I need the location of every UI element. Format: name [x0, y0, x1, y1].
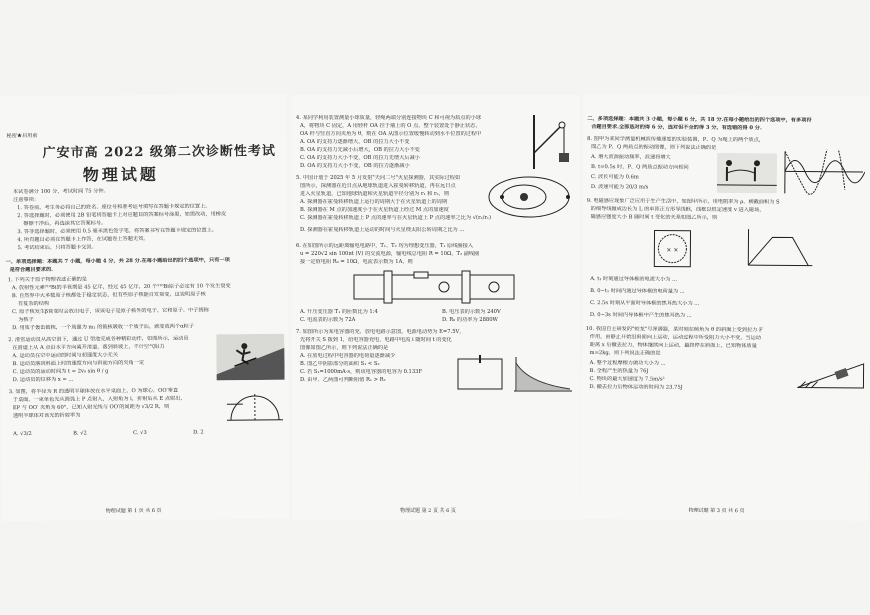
q4-option: B. OA 的支持力先减小后增大，OB 的拉力大小不变: [300, 147, 420, 153]
q9-option: A. t₁ 时刻通过导体框的电流大小为 ...: [590, 276, 678, 283]
q7-option: D. 由甲、乙两图可判断阻值 R₁ > R₂: [300, 377, 386, 383]
q6-stem-cont: 接一定值电阻 R₀ = 10Ω，电流表示数为 1A，则: [300, 259, 413, 265]
hemisphere-figure: [227, 390, 283, 424]
coil-field-figure: [644, 224, 700, 272]
page-footer: 物理试题 第 1 页 共 6 页: [105, 507, 162, 515]
q9-option: D. 0~3s 时间内导体框中产生的焦耳热为 ...: [589, 312, 692, 319]
incline-figure: [795, 357, 865, 391]
q4-option: C. OA 的支持力大小不变，OB 的拉力先增大后减小: [300, 155, 420, 161]
q2-stem: 2. 滑雪运动员从高空滑下，通过 U 型池完成各种精彩动作，如图所示，运动员: [8, 335, 189, 344]
section-2-heading: 二、多项选择题：本题共 3 小题，每小题 6 分，共 18 分.在每小题给出的四个选项中，有多项符: [587, 116, 812, 124]
q6-option-d: D. R₀ 的功率为 2880W: [442, 317, 498, 323]
q6-stem: 6. 在如图所示的远距离输电电路中，T₁、T₂ 均为理想变压器，T₁ 原线圈接入: [296, 243, 473, 249]
svg-text:× ×: × ×: [666, 246, 679, 254]
q3-option-c: C. √3: [133, 429, 147, 437]
q7-option: A. 在放电过程中电容器的电荷量逐渐减少: [300, 353, 396, 359]
q1-option: D. 用质子轰击铍核，一个质量为 m₁ 的铍核吸收一个质子后，就变成两个α粒子: [12, 323, 195, 332]
wave-source-figure: [717, 153, 777, 193]
exam-page-3: [581, 94, 870, 521]
q10-option: A. 整个过程摩擦力做功大小为 ...: [589, 360, 666, 367]
q9-stem: 9. 电磁感应现象广泛应用于生产生活中，如图甲所示，用电阻率为 ρ、横截面积为 S: [586, 198, 780, 206]
page-footer: 物理试题 第 3 页 共 6 页: [688, 507, 745, 515]
q5-option: C. 探测器在霍曼转移轨道上 P 点的速率与在火星轨道上 P 点的速率之比为 √(r₂/r₁): [300, 215, 491, 221]
orbit-figure: [484, 175, 574, 219]
note-line: 4. 所有题目必须在答题卡上作答，在试题卷上答题无效。: [17, 235, 149, 244]
q8-option: B. t=0.5s 时，P、Q 两质点振动方向相同: [590, 164, 689, 171]
q1-stem: 1. 下列关于原子物理表述正确的是: [7, 276, 88, 284]
q10-option: C. 物块的最大加速度为 7.5m/s²: [589, 376, 665, 383]
q10-stem-cont: m=2kg，则下列说法正确的是: [589, 350, 661, 357]
q2-option: D. 运动员的位移为 x = ...: [12, 376, 74, 384]
q4-stem: 4. 某同学利用装置测量小球质量，轻绳两端分别连接物块 C 和可视为质点的小球: [296, 115, 482, 121]
q1-option: B. 自然界中大多数原子核都处于稳定状态，但有些原子核能自发衰变，这说明原子核: [11, 291, 206, 300]
q7-stem-cont: 先将开关 S 拨到 1，给电容器充电，电路中电流 i 随时间 t 的变化: [300, 337, 452, 343]
q5-stem-cont: 图所示，探测器在近日点从地球轨道进入霍曼转移轨道，再在远日点: [300, 183, 456, 189]
notes-heading: 注意事项：: [13, 196, 40, 204]
section-1-heading: 一、单项选择题：本题共 7 小题，每小题 4 分，共 28 分.在每小题给出的四个选项中，只有一项: [5, 257, 230, 266]
q6-option-c: C. 电流表的示数为 72A: [300, 317, 356, 323]
skier-figure: [216, 334, 284, 381]
q8-option: A. 增大波源振动频率，波速将增大: [591, 154, 671, 161]
q3-stem-cont: EP 与 OO′ 夹角为 60°，已知入射光线与 OO′的间距为 √3/2 R，则: [12, 403, 170, 412]
q6-option-a: A. 升压变压器 T₁ 的匝数比为 1:4: [300, 309, 378, 315]
q7-stem: 7. 如图所示为某电容器的充、放电电路示意图。电源电动势为 E=7.5V，: [296, 329, 465, 335]
exam-title: 广安市高 2022 级第二次诊断性考试: [42, 143, 276, 161]
q4-stem-cont: A，将物块 C 固定，A 用轻杆 OA 挂于墙上的 O 点，整个装置处于静止状态，: [300, 123, 481, 129]
secret-label: 秘密★启用前: [6, 132, 38, 140]
q10-option: B. 全程产生的热量为 76J: [589, 368, 649, 375]
q4-option: A. OA 的支持力逐渐增大，OB 的拉力大小不变: [300, 139, 410, 145]
transmission-circuit-figure: [344, 269, 524, 305]
q3-option-d: D. 2: [193, 429, 204, 436]
q5-option: A. 探测器在霍曼转移轨道上运行的周期大于在火星轨道上的周期: [300, 199, 448, 205]
q9-option: B. 0~t₁ 时间内通过导体框的电荷量为 ...: [590, 288, 685, 295]
q1-option: C. 原子核发生β衰变时会放出电子，该该电子是原子核外的电子，它和原子、中子统称: [12, 307, 209, 316]
q3-stem-cont: 于桌面，一束单色光从圆弧上 P 点射入，入射角为 i，折射后从 E 点射出，: [12, 395, 186, 404]
q9-stem-cont: 的细导线做成边长为 L 的单匝正方形导线框，线框以恒定速度 v 进入磁场，: [590, 206, 765, 214]
q5-stem: 5. 中国计划于 2025 年 5 月发射"天问二号"火星探测器，其实际过程如: [296, 175, 461, 181]
note-line: 擦擦干净后，再选涂其它答案标号。: [23, 220, 107, 228]
vibration-graph-figure: [781, 149, 865, 196]
q8-option: D. 波速可能为 20/3 m/s: [590, 184, 649, 191]
q3-option-b: B. √2: [73, 430, 87, 437]
exam-page-2: [292, 95, 580, 520]
q10-stem: 10. 我国自主研发的"蛟龙"号深潜器，某时刻在倾角为 θ 的斜面上受到拉力 F: [585, 326, 763, 334]
q7-option: C. 若 S₁=1000mA·s，则该电容器的电容为 0.133F: [300, 369, 423, 375]
note-line: 5. 考试结束后，只将答题卡交回。: [17, 244, 97, 252]
q6-option-b: B. 电压表的示数为 240V: [442, 309, 501, 315]
b-t-graph-figure: [742, 225, 814, 274]
q10-option: D. 撤去拉力后物体运动的时间为 23.75J: [589, 384, 683, 391]
note-line: 3. 答非选择题时，必须使用 0.5 毫米黑色签字笔，将答案书写在答题卡规定的位置上。: [17, 227, 218, 236]
section-2-heading-cont: 合题目要求.全部选对的得 6 分，选对但不全的得 3 分，有选错的得 0 分.: [591, 124, 762, 132]
q9-option: C. 2.5s 时刻从平面时导体框的焦耳热大小为 ...: [590, 300, 700, 307]
q3-stem: 3. 如图，将半径为 R 的透明半球体放在水平桌面上，O 为球心，OO′垂直: [8, 387, 179, 396]
q2-option: A. 运动员在空中运动的时间与初速度大小无关: [12, 352, 119, 360]
page-footer: 物理试题 第 2 页 共 6 页: [400, 508, 456, 514]
rod-pulley-figure: [528, 113, 574, 171]
q1-option-cont: 为核子: [18, 316, 34, 324]
q2-option: B. 运动员落到斜面上时的速度方向与斜面方向的夹角一定: [12, 360, 145, 368]
q9-stem-cont: 磁感应强度大小 B 随时间 t 变化的关系如图乙所示，则: [590, 214, 718, 221]
capacitor-discharge-figure: [454, 353, 574, 397]
q10-stem-cont: 距离 x 后撤去拉力，物体继续向上运动，最终停在斜面上，已知物体质量: [589, 342, 757, 350]
q8-option: C. 波长可能为 0.6m: [590, 174, 639, 181]
q4-stem-cont: OA 杆与竖直方向夹角为 θ，则在 OA 从图示位置缓慢转动到水平位置的过程中: [300, 131, 482, 137]
q3-option-a: A. √3/2: [13, 430, 32, 438]
q10-stem-cont: 作用，由静止开始沿斜面向上运动，运动过程中所受阻力大小不变，当运动: [589, 334, 762, 342]
q5-option: D. 探测器在霍曼转移轨道上运动的时间与火星绕太阳公转周期之比为 ...: [300, 227, 465, 233]
note-line: 1. 答卷前，考生务必将自己的姓名、座位号和准考证号填写在答题卡规定的位置上。: [17, 203, 211, 212]
q1-option: A. 放射性元素²¹⁰Bi的半衰期是 45 亿年，经过 45 亿年，20 个²¹⁰Bi原子必定有 10 个发生衰变: [11, 283, 231, 292]
section-1-heading-cont: 是符合题目要求的.: [9, 266, 54, 274]
q5-stem-cont: 进入火星轨道，已知地球轨道和火星轨道半径分别为 r₁ 和 r₂，则: [300, 191, 449, 197]
q7-stem-cont: 图像如图乙所示，则下列说法正确的是: [300, 345, 389, 351]
exam-meta: 本试卷满分 100 分，考试时间 75 分钟。: [12, 188, 109, 196]
q5-option: B. 探测器在 M 点的加速度小于在火星轨道上经过 M 点的加速度: [300, 207, 449, 213]
q8-stem: 8. 图甲为某同学测量机械波传播速度的实验装置，P、Q 为绳上的两个质点，: [587, 136, 765, 144]
q2-option: C. 运动员的运动时间为 t = 2v₀ sin θ / g: [12, 368, 109, 376]
q2-stem-cont: 在滑道上从 A 点沿水平方向离开滑道，落到斜坡上，不计空气阻力: [12, 343, 165, 352]
q3-stem-cont: 透明半球体对该光的折射率为: [12, 412, 81, 420]
q7-option: B. 图乙中阴影部分的面积 S₁ < S₂: [300, 361, 380, 367]
q1-option-cont: 有复杂的结构: [17, 300, 50, 308]
q4-option: D. OA 的支持力大小不变，OB 的拉力逐渐减小: [300, 163, 410, 169]
note-line: 2. 答选择题时，必须使用 2B 铅笔将答题卡上对应题目的答案标号涂黑，如需改动，用橡皮: [17, 211, 227, 220]
q8-stem-cont: 图乙为 P、Q 两质点的振动图像，则下列说法正确的是: [591, 144, 717, 151]
exam-page-1: [0, 94, 290, 521]
subject-title: 物理试题: [82, 164, 159, 185]
q6-stem-cont: u = 220√2 sin 100πt (V) 的交流电源，输电线总电阻 R = 10Ω，T₂ 副线圈: [300, 251, 480, 257]
